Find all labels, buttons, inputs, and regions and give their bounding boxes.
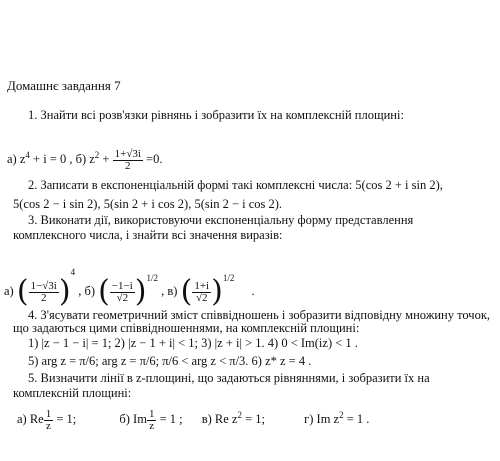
task-5d-rest: = 1 . <box>343 412 370 427</box>
task-5a-numerator: 1 <box>45 407 52 420</box>
task-3c-denominator: √2 <box>195 291 208 304</box>
task-5a-rest: = 1; <box>53 412 77 427</box>
task-2-text-cont: 5(cos 2 − i sin 2), 5(sin 2 + i cos 2), 5(sin 2 − i cos 2). <box>13 197 283 211</box>
task-3-text: 3. Виконати дії, використовуючи експоненціальну форму представлення <box>28 213 414 227</box>
task-3b-open-paren: ( <box>98 274 110 310</box>
task-4-relations-1: 1) |z − 1 − i| = 1; 2) |z − 1 + i| < 1; 3) |z + i| > 1. 4) 0 < Im(iz) < 1 . <box>28 336 358 350</box>
task-5b-numerator: 1 <box>148 407 155 420</box>
task-1b-rest: =0. <box>142 152 163 167</box>
task-3a-close-paren: ) <box>58 274 71 310</box>
task-1a-exponent: 4 <box>25 150 30 160</box>
task-5a-fraction <box>44 409 54 432</box>
task-3c-open-paren: ( <box>180 274 193 310</box>
task-5a-label: а) Re <box>17 412 44 427</box>
task-3c-close-paren: ) <box>211 274 223 310</box>
task-3-end: . <box>251 284 255 298</box>
task-3a-denominator: 2 <box>40 291 47 304</box>
task-4-relations-2: 5) arg z = π/6; arg z = π/6; π/6 < arg z < π/3. 6) z* z = 4 . <box>28 354 312 368</box>
task-3c-exponent: 1/2 <box>222 273 235 283</box>
task-5-equations <box>17 400 369 430</box>
task-1b-exponent: 2 <box>94 150 100 160</box>
task-1a-text: а) z <box>7 152 26 167</box>
task-5c-label: в) Re z <box>201 412 238 427</box>
task-3b-fraction <box>110 281 135 304</box>
task-3b-denominator: √2 <box>116 291 129 304</box>
task-5-text: 5. Визначити лінії в z-площині, що задаються рівняннями, і зобразити їх на <box>28 371 430 385</box>
task-3c-fraction <box>192 281 211 304</box>
task-3c-numerator: 1+i <box>194 279 210 292</box>
task-3-text-cont: комплексного числа, і знайти всі значення виразів: <box>13 228 283 242</box>
task-5b-label: б) Im <box>119 412 147 427</box>
task-3a-fraction <box>29 281 59 304</box>
task-3a-open-paren: ( <box>16 274 29 310</box>
task-1b-plus: + <box>99 152 110 167</box>
task-3a-exponent: 4 <box>70 267 76 277</box>
task-3c-label: , в) <box>161 284 178 298</box>
task-5-text-cont: комплексній площині: <box>13 386 132 400</box>
task-3a-numerator: 1−√3i <box>30 279 57 292</box>
task-3b-numerator: −1−i <box>111 279 133 292</box>
task-1-text: 1. Знайти всі розв'язки рівнянь і зобразити їх на комплексній площині: <box>28 108 404 122</box>
document-title: Домашнє завдання 7 <box>7 78 121 93</box>
task-1b-text: + i = 0 , б) z <box>29 152 95 167</box>
task-5d-label: г) Im z <box>304 412 340 427</box>
task-5c-exponent: 2 <box>237 410 242 420</box>
task-3b-label: , б) <box>78 284 95 298</box>
task-1b-fraction <box>113 149 143 172</box>
task-5a-denominator: z <box>46 419 51 432</box>
task-3a-label: а) <box>4 284 14 298</box>
task-5b-rest: = 1 ; <box>156 412 183 427</box>
task-4-text-cont: що задаються цими співвідношеннями, на комплексній площині: <box>13 321 360 335</box>
task-1b-denominator: 2 <box>125 159 131 172</box>
task-3b-exponent: 1/2 <box>146 273 159 283</box>
task-5d-exponent: 2 <box>339 410 344 420</box>
task-2-text: 2. Записати в експоненціальній формі такі комплексні числа: 5(cos 2 + i sin 2), <box>28 178 443 192</box>
task-1b-numerator: 1+√3i <box>114 147 141 160</box>
task-5b-denominator: z <box>149 419 155 432</box>
task-1-equations <box>7 148 162 172</box>
task-5b-fraction <box>147 409 157 432</box>
task-3b-close-paren: ) <box>134 274 147 310</box>
task-3-expressions <box>4 252 255 310</box>
task-4-text: 4. З'ясувати геометричний зміст співвідношень і зобразити відповідну множину точок, <box>28 308 491 322</box>
task-5c-rest: = 1; <box>241 412 265 427</box>
